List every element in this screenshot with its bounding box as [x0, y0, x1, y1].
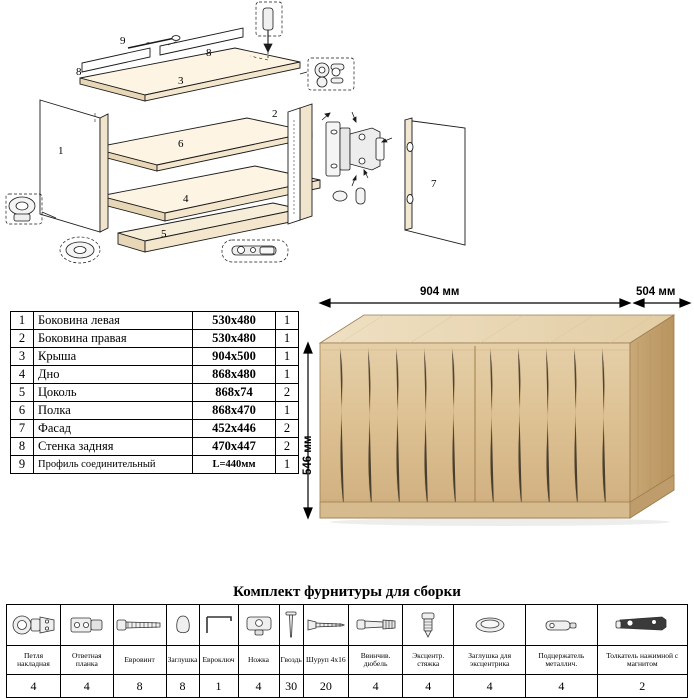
kit-item-name: Заглушка для эксцентрика	[454, 646, 526, 675]
kit-item-name: Ножка	[238, 646, 279, 675]
part-name: Стенка задняя	[34, 438, 193, 456]
cabinet-render-svg	[300, 290, 694, 540]
kit-item-qty: 8	[113, 675, 166, 698]
part-qty: 2	[276, 420, 299, 438]
part-qty: 1	[276, 312, 299, 330]
part-size: 452х446	[193, 420, 276, 438]
table-row	[11, 420, 299, 438]
part-name: Крыша	[34, 348, 193, 366]
table-row	[11, 402, 299, 420]
cabinet-render-area	[300, 286, 694, 540]
fittings-kit-title: Комплект фурнитуры для сборки	[233, 584, 461, 600]
exploded-assembly-diagram	[0, 0, 694, 280]
callout-1: 1	[58, 145, 64, 157]
kit-item-name: Заглушка	[166, 646, 199, 675]
part-size: 904х500	[193, 348, 276, 366]
table-row	[11, 438, 299, 456]
part-number: 4	[11, 366, 34, 384]
part-number: 5	[11, 384, 34, 402]
part-name: Боковина левая	[34, 312, 193, 330]
kit-item-name: Ответная планка	[61, 646, 114, 675]
part-size: 530х480	[193, 330, 276, 348]
kit-item-qty: 4	[526, 675, 597, 698]
kit-item-name: Толкатель нажимной с магнитом	[597, 646, 688, 675]
part-size: 868х480	[193, 366, 276, 384]
part-size: 868х74	[193, 384, 276, 402]
table-row	[11, 330, 299, 348]
kit-item-name: Шуруп 4х16	[303, 646, 348, 675]
kit-item-name: Петля накладная	[7, 646, 61, 675]
callout-7: 7	[431, 178, 437, 190]
cabinet-width-dimension: 904 мм	[420, 286, 460, 298]
euro-screw-icon	[113, 605, 166, 646]
shelf-support-icon	[526, 605, 597, 646]
kit-item-name: Ввинчив. дюбель	[348, 646, 402, 675]
eccentric-cap-icon	[454, 605, 526, 646]
part-name: Боковина правая	[34, 330, 193, 348]
table-row	[11, 384, 299, 402]
kit-item-qty: 20	[303, 675, 348, 698]
callout-3: 3	[178, 75, 184, 87]
kit-item-qty: 4	[348, 675, 402, 698]
part-name: Фасад	[34, 420, 193, 438]
nail-icon	[279, 605, 303, 646]
part-size: 530х480	[193, 312, 276, 330]
part-name: Дно	[34, 366, 193, 384]
kit-item-qty: 8	[166, 675, 199, 698]
table-row	[11, 456, 299, 474]
part-size: 868х470	[193, 402, 276, 420]
callout-8-left: 8	[76, 66, 82, 78]
exploded-diagram-svg	[0, 0, 694, 285]
kit-item-qty: 4	[7, 675, 61, 698]
part-number: 6	[11, 402, 34, 420]
kit-item-qty: 4	[454, 675, 526, 698]
kit-item-qty: 30	[279, 675, 303, 698]
kit-item-name: Гвоздь	[279, 646, 303, 675]
part-size: L=440мм	[193, 456, 276, 474]
part-qty: 1	[276, 366, 299, 384]
euro-key-icon	[199, 605, 238, 646]
part-qty: 1	[276, 456, 299, 474]
table-row	[11, 348, 299, 366]
table-row	[11, 312, 299, 330]
hinge-plate-icon	[61, 605, 114, 646]
table-row	[11, 366, 299, 384]
hinge-overlay-icon	[7, 605, 61, 646]
part-number: 7	[11, 420, 34, 438]
part-number: 1	[11, 312, 34, 330]
kit-item-qty: 4	[403, 675, 454, 698]
kit-item-qty: 4	[238, 675, 279, 698]
part-number: 9	[11, 456, 34, 474]
cabinet-height-dimension: 546 мм	[302, 435, 314, 475]
kit-qty-row	[7, 675, 688, 698]
kit-icon-row	[7, 605, 688, 646]
kit-item-name: Евроключ	[199, 646, 238, 675]
magnet-catch-icon	[597, 605, 688, 646]
eccentric-tie-icon	[403, 605, 454, 646]
part-qty: 2	[276, 384, 299, 402]
kit-item-qty: 4	[61, 675, 114, 698]
part-qty: 1	[276, 330, 299, 348]
foot-icon	[238, 605, 279, 646]
callout-4: 4	[183, 193, 189, 205]
parts-list-table	[10, 311, 299, 474]
kit-name-row	[7, 646, 688, 675]
kit-item-name: Евровинт	[113, 646, 166, 675]
part-qty: 2	[276, 438, 299, 456]
callout-6: 6	[178, 138, 184, 150]
kit-item-qty: 2	[597, 675, 688, 698]
kit-item-qty: 1	[199, 675, 238, 698]
part-qty: 1	[276, 348, 299, 366]
callout-9: 9	[120, 35, 126, 47]
part-number: 8	[11, 438, 34, 456]
part-size: 470х447	[193, 438, 276, 456]
kit-item-name: Подцержатель металлич.	[526, 646, 597, 675]
part-qty: 1	[276, 402, 299, 420]
part-name: Полка	[34, 402, 193, 420]
callout-8-right: 8	[206, 47, 212, 59]
part-name: Профиль соединительный	[34, 456, 193, 474]
part-number: 2	[11, 330, 34, 348]
part-number: 3	[11, 348, 34, 366]
kit-item-name: Эксцентр. стяжка	[403, 646, 454, 675]
cap-icon	[166, 605, 199, 646]
fittings-kit-table	[6, 604, 688, 698]
part-name: Цоколь	[34, 384, 193, 402]
screw-4x16-icon	[303, 605, 348, 646]
cabinet-depth-dimension: 504 мм	[636, 286, 676, 298]
callout-2: 2	[272, 108, 278, 120]
screw-in-dowel-icon	[348, 605, 402, 646]
callout-5: 5	[161, 228, 167, 240]
